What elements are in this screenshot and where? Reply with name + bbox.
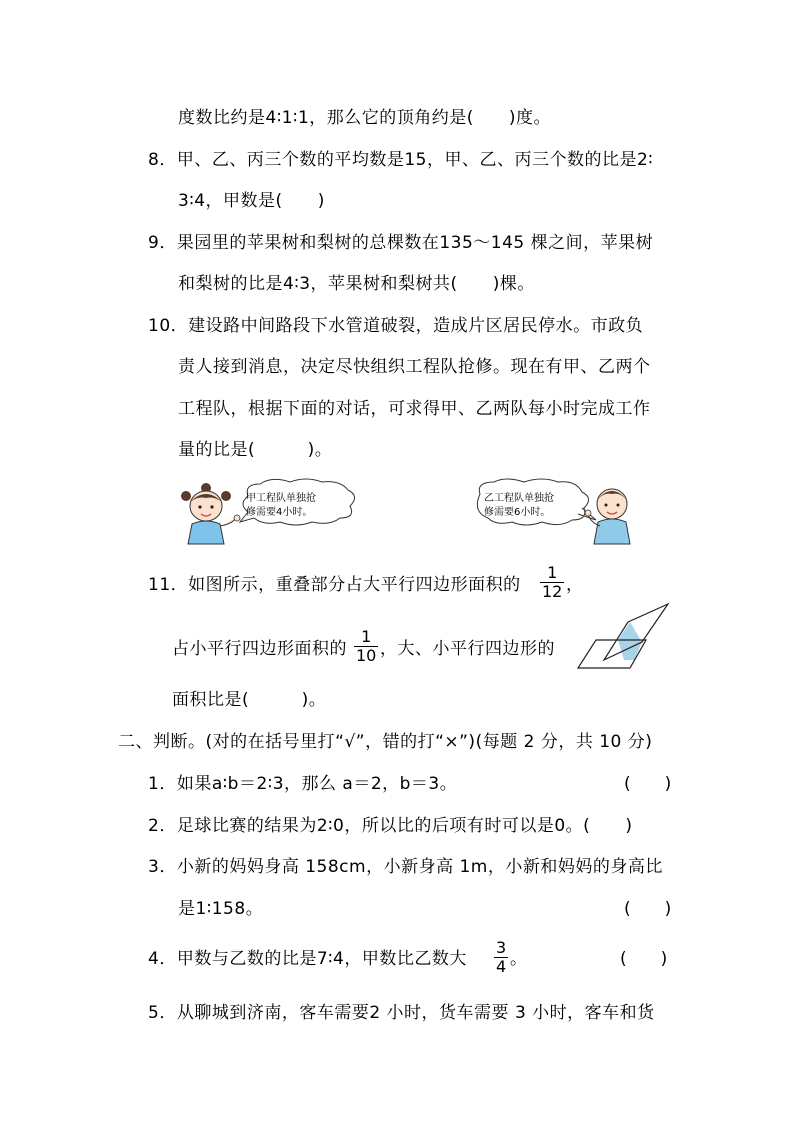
left-bubble-line2: 修需要4小时。 xyxy=(246,507,313,518)
q8-line1: 8．甲、乙、丙三个数的平均数是15，甲、乙、丙三个数的比是2∶ xyxy=(148,150,654,170)
fraction-one-twelfth xyxy=(540,564,564,601)
fraction-denominator: 12 xyxy=(542,582,563,601)
left-bubble-text xyxy=(246,492,316,520)
judge-q4: 4．甲数与乙数的比是7∶4，甲数比乙数大 xyxy=(148,949,467,969)
right-bubble-line2: 修需要6小时。 xyxy=(484,507,551,518)
fraction-numerator: 1 xyxy=(540,564,564,583)
q10-line2: 责人接到消息，决定尽快组织工程队抢修。现在有甲、乙两个 xyxy=(178,357,651,377)
q10-line1: 10．建设路中间路段下水管道破裂，造成片区居民停水。市政负 xyxy=(148,316,644,336)
q9-line1: 9．果园里的苹果树和梨树的总棵数在135～145 棵之间，苹果树 xyxy=(148,233,654,253)
right-bubble-line1: 乙工程队单独抢 xyxy=(484,493,554,504)
judge-q1: 1．如果a∶b＝2∶3，那么 a＝2，b＝3。 xyxy=(148,774,458,794)
parallelogram-figure xyxy=(576,600,676,672)
judge-q3-line2: 是1∶158。 xyxy=(178,899,264,919)
judge-q4-tail: 。 xyxy=(510,949,528,969)
fraction-numerator: 1 xyxy=(354,628,378,647)
q7-continuation: 度数比约是4∶1∶1，那么它的顶角约是( )度。 xyxy=(178,108,552,128)
q10-line3: 工程队，根据下面的对话，可求得甲、乙两队每小时完成工作 xyxy=(178,399,651,419)
q11-comma: ， xyxy=(566,575,584,595)
q11-line2-tail: ，大、小平行四边形的 xyxy=(380,639,555,659)
q10-line4: 量的比是( )。 xyxy=(178,440,333,460)
fraction-numerator: 3 xyxy=(496,938,507,957)
q11-line1: 11．如图所示，重叠部分占大平行四边形面积的 xyxy=(148,575,521,595)
q11-line2: 占小平行四边形面积的 xyxy=(172,639,347,659)
judge-q2: 2．足球比赛的结果为2∶0，所以比的后项有时可以是0。( ) xyxy=(148,816,633,836)
fraction-three-quarters xyxy=(494,939,508,976)
section-2-heading: 二、判断。(对的在括号里打“√”，错的打“×”)(每题 2 分，共 10 分) xyxy=(118,732,653,752)
judge-q3-line1: 3．小新的妈妈身高 158cm，小新身高 1m，小新和妈妈的身高比 xyxy=(148,857,663,877)
fraction-denominator: 4 xyxy=(496,957,507,976)
fraction-one-tenth xyxy=(354,628,378,665)
judge-q3-answer-paren[interactable]: ( ) xyxy=(624,899,672,919)
girl-figure xyxy=(181,483,240,544)
q8-line2: 3∶4，甲数是( ) xyxy=(178,191,325,211)
judge-q1-answer-paren[interactable]: ( ) xyxy=(624,774,672,794)
judge-q4-answer-paren[interactable]: ( ) xyxy=(620,949,668,969)
q11-line3: 面积比是( )。 xyxy=(172,690,327,710)
judge-q5-line1: 5．从聊城到济南，客车需要2 小时，货车需要 3 小时，客车和货 xyxy=(148,1003,655,1023)
q9-line2: 和梨树的比是4∶3，苹果树和梨树共( )棵。 xyxy=(178,274,535,294)
left-bubble-line1: 甲工程队单独抢 xyxy=(246,493,316,504)
right-bubble-text xyxy=(484,492,554,520)
fraction-denominator: 10 xyxy=(356,646,377,665)
